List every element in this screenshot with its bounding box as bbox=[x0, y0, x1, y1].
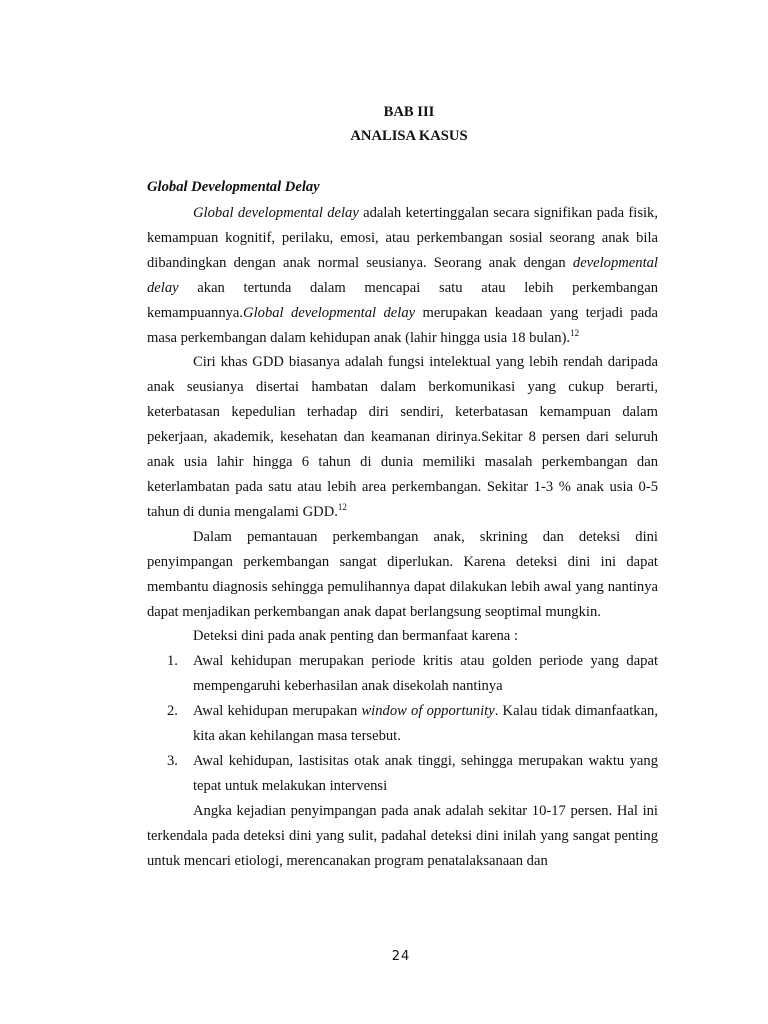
reasons-list bbox=[147, 649, 658, 798]
list-text: Awal kehidupan merupakan bbox=[193, 703, 362, 720]
term: Global developmental delay bbox=[193, 205, 359, 221]
list-number: 2. bbox=[167, 703, 178, 720]
list-number: 3. bbox=[167, 752, 178, 769]
list-item bbox=[147, 649, 658, 699]
list-number: 1. bbox=[167, 653, 178, 670]
paragraph-characteristics bbox=[147, 350, 658, 524]
paragraph-incidence bbox=[147, 799, 658, 874]
list-item bbox=[147, 749, 658, 799]
list-text: Awal kehidupan merupakan periode kritis atau golden periode yang dapat mempengaruhi keberhasilan anak disekolah nantinya bbox=[193, 653, 658, 695]
text: Deteksi dini pada anak penting dan bermanfaat karena : bbox=[193, 628, 518, 645]
text: adalah ketertinggalan secara signifikan pada fisik, kemampuan kognitif, perilaku, emosi, atau perkembangan sosial seorang anak bila dibandingkan dengan anak normal seusianya. Seorang anak dengan bbox=[147, 205, 658, 271]
term: developmental delay bbox=[147, 254, 658, 296]
list-text: . Kalau tidak dimanfaatkan, kita akan kehilangan masa tersebut. bbox=[193, 703, 659, 745]
section-subheading: Global Developmental Delay bbox=[147, 179, 320, 195]
text: akan tertunda dalam mencapai satu atau lebih perkembangan kemampuannya. bbox=[147, 279, 658, 321]
text: Dalam pemantauan perkembangan anak, skrining dan deteksi dini penyimpangan perkembangan sangat diperlukan. Karena deteksi dini ini dapat membantu diagnosis sehingga pemulihannya dapat dilakukan lebih awal yang nantinya dapat menjadikan perkembangan anak dapat berlangsung seoptimal mungkin. bbox=[147, 528, 658, 620]
citation-ref: 12 bbox=[570, 327, 580, 338]
list-text: Awal kehidupan, lastisitas otak anak tinggi, sehingga merupakan waktu yang tepat untuk melakukan intervensi bbox=[193, 752, 658, 794]
paragraph-list-intro bbox=[147, 624, 658, 649]
page-number: 24 bbox=[391, 949, 411, 964]
term: Global developmental delay bbox=[243, 304, 416, 321]
text: merupakan keadaan yang terjadi pada masa perkembangan dalam kehidupan anak (lahir hingga usia 18 bulan). bbox=[147, 304, 658, 346]
paragraph-definition bbox=[147, 201, 658, 350]
body-text bbox=[147, 201, 658, 873]
text: Ciri khas GDD biasanya adalah fungsi intelektual yang lebih rendah daripada anak seusianya disertai hambatan dalam berkomunikasi yang cukup berarti, keterbatasan kepedulian terhadap diri sendiri, keterbatasan kemampuan dalam pekerjaan, akademik, kesehatan dan keamanan dirinya.Sekitar 8 persen dari seluruh anak usia lahir hingga 6 tahun di dunia memiliki masalah perkembangan dan keterlambatan pada satu atau lebih area perkembangan. Sekitar 1-3 % anak usia 0-5 tahun di dunia mengalami GDD. bbox=[147, 354, 658, 520]
chapter-title: ANALISA KASUS bbox=[350, 128, 468, 144]
term: window of opportunity bbox=[361, 703, 495, 720]
text: Angka kejadian penyimpangan pada anak adalah sekitar 10-17 persen. Hal ini terkendala pada deteksi dini yang sulit, padahal deteksi dini inilah yang sangat penting untuk mencari etiologi, merencanakan program penatalaksanaan dan bbox=[147, 802, 658, 869]
chapter-heading: BAB III bbox=[383, 104, 435, 120]
paragraph-monitoring bbox=[147, 525, 658, 625]
citation-ref: 12 bbox=[337, 501, 347, 512]
list-item bbox=[147, 699, 658, 749]
